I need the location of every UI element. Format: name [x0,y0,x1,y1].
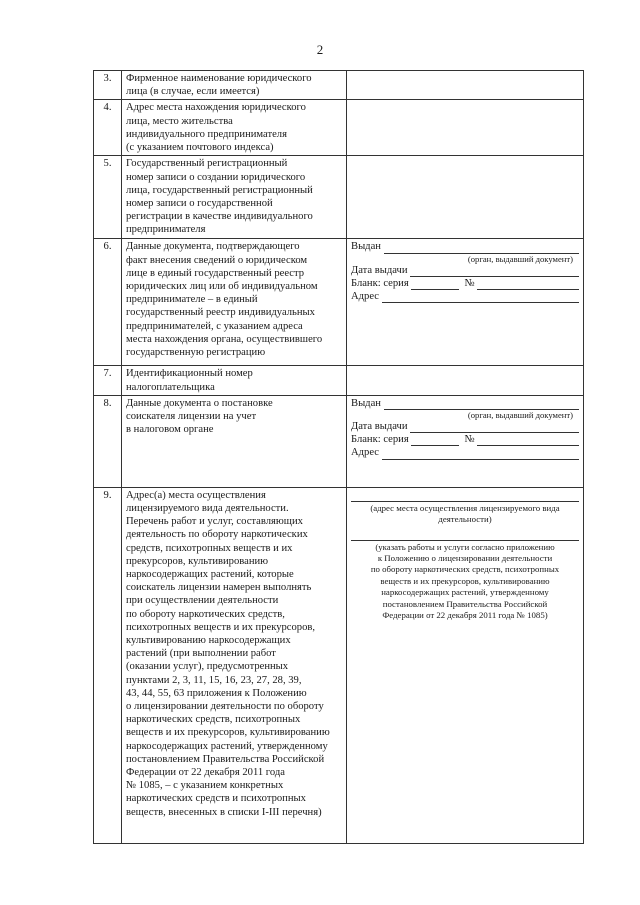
table-row [94,395,584,487]
address-field[interactable] [382,448,579,460]
series-field[interactable] [411,434,459,446]
issued-label: Выдан [351,241,381,253]
application-form-table [93,70,584,844]
number-label: № [464,277,475,289]
table-row [94,71,584,100]
document-data-cell [347,239,584,366]
blank-series-label: Бланк: серия [351,277,409,289]
date-label: Дата выдачи [351,421,408,433]
row-number: 6. [94,239,122,366]
row-number: 5. [94,156,122,239]
address-label: Адрес [351,447,380,459]
row-number: 9. [94,487,122,843]
entry-cell[interactable] [347,366,584,395]
entry-cell[interactable] [347,156,584,239]
page-number: 2 [316,42,324,57]
issuer-caption: (орган, выдавший документ) [467,253,573,264]
row-label: Данные документа о постановке соискателя лицензии на учет в налоговом органе [122,395,347,487]
row-label: Государственный регистрационный номер записи о создании юридического лица, государственный регистрационный номер записи о государственной регистрации в качестве индивидуального предпринимателя [122,156,347,239]
row-label: Адрес места нахождения юридического лица, место жительства индивидуального предпринимателя (с указанием почтового индекса) [122,100,347,156]
entry-cell[interactable] [347,71,584,100]
blank-series-label: Бланк: серия [351,434,409,446]
address-caption: (адрес места осуществления лицензируемого вида деятельности) [370,502,560,525]
address-label: Адрес [351,291,380,303]
row-number: 4. [94,100,122,156]
works-caption: (указать работы и услуги согласно приложению к Положению о лицензировании деятельности по обороту наркотических средств, психотропных веществ и их прекурсоров, культивированию наркосодержащих растений, утвержденному постановлением Правительства Российской Федерации от 22 декабря 2011 года № 1085) [370,541,560,621]
table-row [94,366,584,395]
series-field[interactable] [411,278,459,290]
issue-date-field[interactable] [410,421,579,433]
issuer-caption: (орган, выдавший документ) [467,410,573,421]
issuer-field[interactable] [384,398,579,410]
table-row [94,156,584,239]
works-list-field[interactable] [351,540,579,622]
date-label: Дата выдачи [351,264,408,276]
row-label: Адрес(а) места осуществления лицензируемого вида деятельности. Перечень работ и услуг, составляющих деятельность по обороту наркотических средств, психотропных веществ и их прекурсоров, культивированию наркосодержащих растений, которые соискатель лицензии намерен выполнять при осуществлении деятельности по обороту наркотических средств, психотропных веществ и их прекурсоров, культивированию наркосодержащих растений (при выполнении работ (оказании услуг), предусмотренных пунктами 2, 3, 11, 15, 16, 23, 27, 28, 39, 43, 44, 55, 63 приложения к Положению о лицензировании деятельности по обороту наркотических средств, психотропных веществ и их прекурсоров, культивированию наркосодержащих растений, утвержденному постановлением Правительства Российской Федерации от 22 декабря 2011 года № 1085, – с указанием конкретных наркотических средств и психотропных веществ, внесенных в списки I-III перечня) [122,487,347,843]
number-label: № [464,434,475,446]
row-number: 7. [94,366,122,395]
issuer-field[interactable] [384,242,579,254]
issued-label: Выдан [351,397,381,409]
table-row [94,239,584,366]
row-label: Идентификационный номер налогоплательщика [122,366,347,395]
entry-cell[interactable] [347,100,584,156]
document-data-cell [347,395,584,487]
activity-address-field[interactable] [351,501,579,526]
issue-date-field[interactable] [410,265,579,277]
table-row [94,100,584,156]
row-number: 8. [94,395,122,487]
activity-cell [347,487,584,843]
number-field[interactable] [477,278,579,290]
table-row [94,487,584,843]
row-number: 3. [94,71,122,100]
address-field[interactable] [382,291,579,303]
row-label: Фирменное наименование юридического лица (в случае, если имеется) [122,71,347,100]
number-field[interactable] [477,434,579,446]
row-label: Данные документа, подтверждающего факт внесения сведений о юридическом лице в единый государственный реестр юридических лиц или об индивидуальном предпринимателе – в единый государственный реестр индивидуальных предпринимателей, с указанием адреса места нахождения органа, осуществившего государственную регистрацию [122,239,347,366]
